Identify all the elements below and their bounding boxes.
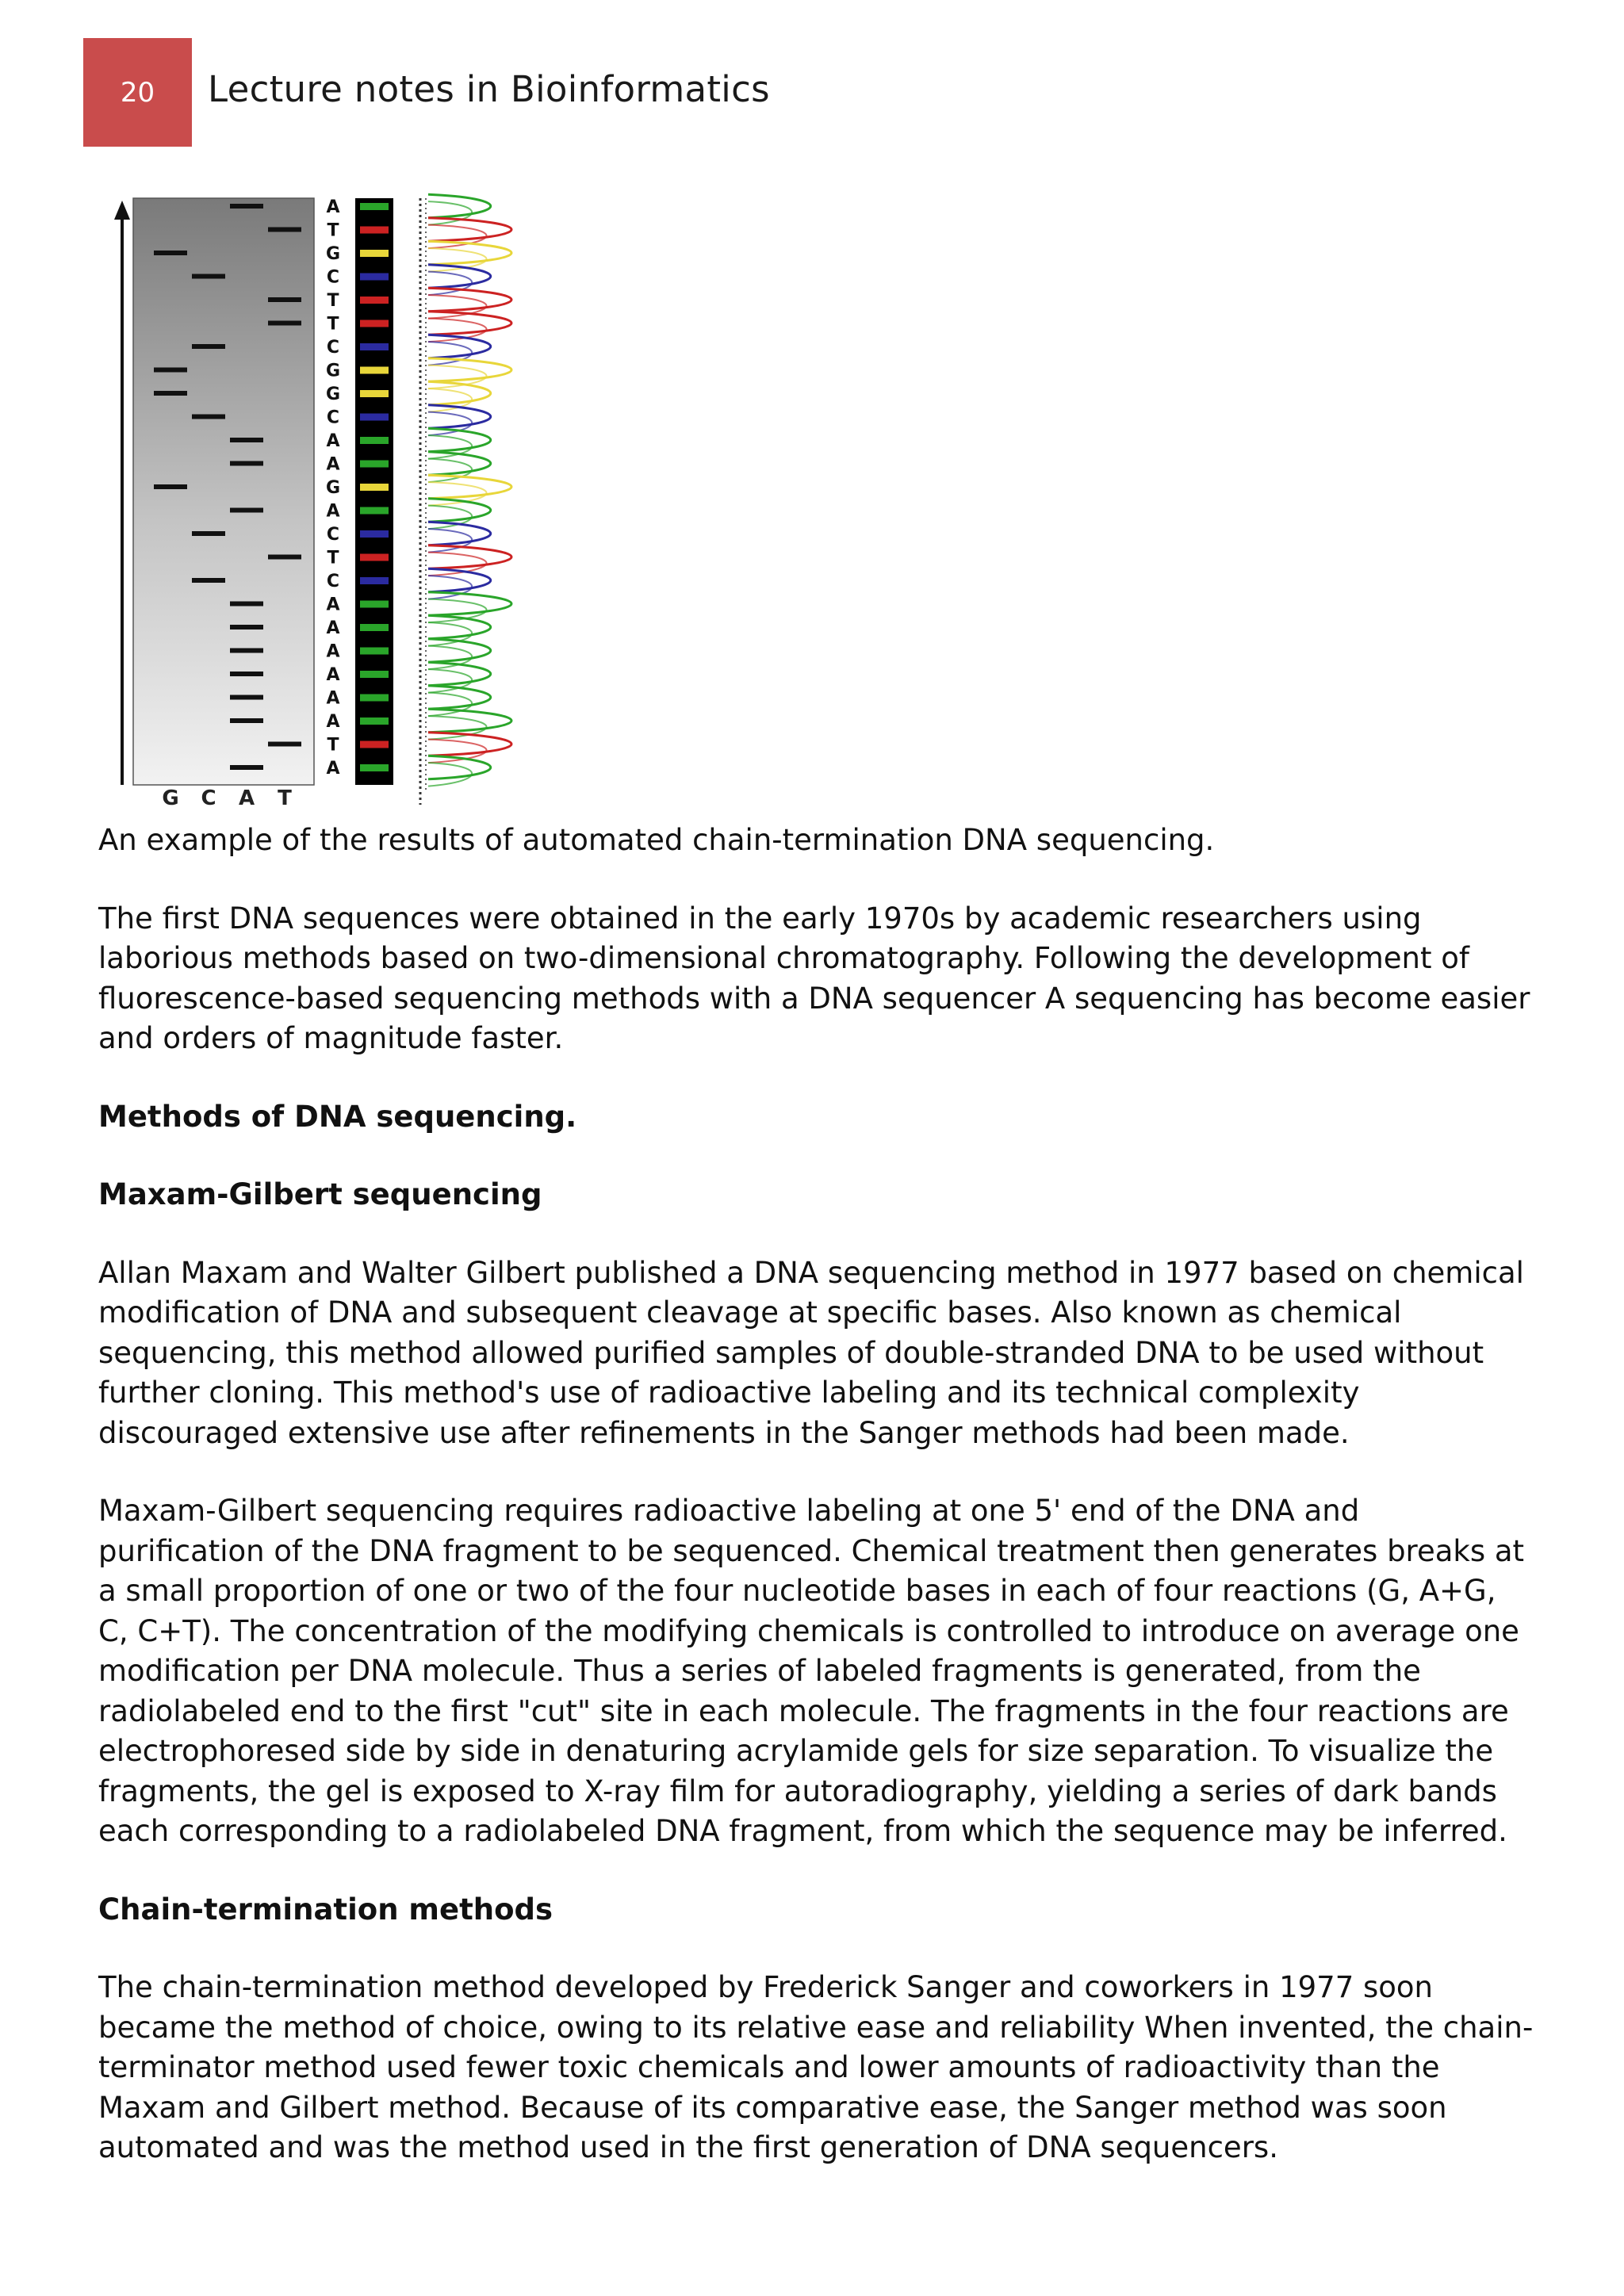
page-number-badge: [83, 38, 192, 147]
figure-caption: An example of the results of automated chain-termination DNA sequencing.: [98, 823, 1215, 857]
migration-arrow-head: [114, 201, 130, 220]
gel-band: [230, 718, 263, 723]
maxam-gilbert-heading: Maxam-Gilbert sequencing: [98, 1177, 542, 1211]
trace-peak: [428, 405, 491, 429]
base-color-bar: [360, 461, 389, 468]
base-letter: C: [326, 572, 340, 591]
trace-peak-shoulder: [428, 529, 472, 553]
chain-termination-heading: Chain-termination methods: [98, 1892, 553, 1927]
gel-band: [268, 555, 301, 560]
base-color-bar: [360, 484, 389, 491]
trace-peak: [428, 592, 511, 616]
trace-peak-shoulder: [428, 599, 487, 623]
base-letter: A: [326, 197, 340, 217]
base-color-bar: [360, 577, 389, 584]
base-color-bar: [360, 718, 389, 725]
base-letter: G: [325, 478, 341, 498]
gel-band: [230, 602, 263, 607]
base-letter: A: [326, 665, 340, 685]
gel-band: [230, 438, 263, 442]
trace-peak-shoulder: [428, 248, 487, 272]
trace-peak-shoulder: [428, 740, 487, 763]
trace-peak-shoulder: [428, 482, 487, 506]
trace-peak-shoulder: [428, 459, 472, 483]
lane-labels: [162, 786, 292, 810]
base-color-bar: [360, 297, 389, 304]
base-letter: A: [326, 595, 340, 615]
gel-band: [230, 204, 263, 209]
trace-peak-shoulder: [428, 576, 472, 599]
base-letters: [326, 197, 340, 779]
gel-band: [154, 484, 187, 489]
trace-peak: [428, 194, 491, 218]
maxam-gilbert-paragraph-1: Allan Maxam and Walter Gilbert published a DNA sequencing method in 1977 based on chemical modification of DNA and subsequent cleavage at specific bases. Also known as chemical sequencing, this method allowed purified samples of double-stranded DNA to be used without further cloning. This method's use of radioactive labeling and its technical complexity discouraged extensive use after refinements in the Sanger methods had been made.: [98, 1255, 1524, 1450]
gel-band: [268, 297, 301, 302]
trace-peak: [428, 662, 491, 686]
base-color-bar: [360, 390, 389, 397]
base-color-bar: [360, 367, 389, 374]
base-letter: G: [325, 361, 341, 381]
trace-peak: [428, 686, 491, 710]
base-letter: A: [326, 431, 340, 451]
base-letter: A: [326, 712, 340, 732]
gel-band: [230, 695, 263, 700]
maxam-gilbert-paragraph-2: Maxam-Gilbert sequencing requires radioactive labeling at one 5' end of the DNA and purification of the DNA fragment to be sequenced. Chemical treatment then generates breaks at a small proportion of one or two of the four nucleotide bases in each of four reactions (G, A+G, C, C+T). The concentration of the modifying chemicals is controlled to introduce on average one modification per DNA molecule. Thus a series of labeled fragments is generated, from the radiolabeled end to the first "cut" site in each molecule. The fragments in the four reactions are electrophoresed side by side in denaturing acrylamide gels for size separation. To visualize the fragments, the gel is exposed to X-ray film for autoradiography, yielding a series of dark bands each corresponding to a radiolabeled DNA fragment, from which the sequence may be inferred.: [98, 1494, 1525, 1848]
trace-peak: [428, 709, 511, 733]
trace-peak: [428, 428, 491, 452]
page-number: 20: [120, 76, 155, 109]
base-letter: T: [327, 314, 339, 335]
gel-background: [133, 198, 314, 785]
sequencing-figure: [95, 186, 555, 813]
intro-paragraph: The first DNA sequences were obtained in the early 1970s by academic researchers using laborious methods based on two-dimensional chromatography. Following the development of fluorescence-based sequencing methods with a DNA sequencer A sequencing has become easier and orders of magnitude faster.: [98, 901, 1530, 1055]
chain-termination-paragraph: The chain-termination method developed by Frederick Sanger and coworkers in 1977 soon became the method of choice, owing to its relative ease and reliability When invented, the chain-terminator method used fewer toxic chemicals and lower amounts of radioactivity than the Maxam and Gilbert method. Because of its comparative ease, the Sanger method was soon automated and was the method used in the first generation of DNA sequencers.: [98, 1970, 1534, 2164]
trace-peak: [428, 312, 511, 335]
base-color-bar: [360, 343, 389, 350]
trace-peak-shoulder: [428, 693, 472, 717]
base-color-bar: [360, 320, 389, 327]
gel-band: [192, 274, 225, 279]
trace-peak: [428, 545, 511, 569]
gel-band: [192, 531, 225, 536]
gel-band: [230, 672, 263, 676]
base-letter: T: [327, 291, 339, 311]
trace-peak-shoulder: [428, 553, 487, 576]
trace-peak: [428, 218, 511, 242]
base-color-bar: [360, 414, 389, 421]
gel-band: [268, 228, 301, 232]
base-letter: A: [326, 688, 340, 709]
base-letter: A: [326, 641, 340, 662]
base-color-bar: [360, 764, 389, 771]
base-color-bar: [360, 695, 389, 702]
lane-label-c: C: [201, 786, 216, 810]
gel-band: [154, 368, 187, 373]
base-color-bar: [360, 741, 389, 748]
lane-label-a: A: [238, 786, 255, 810]
gel-band: [192, 415, 225, 419]
gel-band: [230, 649, 263, 653]
base-letter: C: [326, 338, 340, 358]
base-color-bar: [360, 274, 389, 281]
trace-peak-shoulder: [428, 319, 487, 342]
running-title: Lecture notes in Bioinformatics: [208, 68, 770, 110]
gel-band: [230, 625, 263, 629]
base-color-bar: [360, 437, 389, 444]
lane-label-t: T: [278, 786, 292, 810]
base-color-bar: [360, 250, 389, 257]
base-color-bar: [360, 601, 389, 608]
gel-band: [192, 578, 225, 583]
trace-peak: [428, 288, 511, 312]
trace-peak: [428, 733, 511, 756]
base-color-bar: [360, 554, 389, 561]
gel-band: [230, 508, 263, 513]
base-color-bar: [360, 203, 389, 210]
gel-band: [154, 391, 187, 396]
trace-peak-shoulder: [428, 272, 472, 296]
base-letter: A: [326, 618, 340, 638]
methods-heading: Methods of DNA sequencing.: [98, 1099, 577, 1134]
base-letter: C: [326, 525, 340, 545]
base-letter: C: [326, 408, 340, 428]
gel-band: [154, 251, 187, 255]
base-letter: G: [325, 244, 341, 264]
base-color-bar: [360, 648, 389, 655]
gel-band: [268, 742, 301, 747]
gel-band: [230, 461, 263, 466]
trace-peak-shoulder: [428, 342, 472, 365]
trace-peak-shoulder: [428, 365, 487, 389]
base-letter: A: [326, 759, 340, 779]
trace-peak-shoulder: [428, 201, 472, 225]
trace-peak: [428, 475, 511, 499]
base-color-bar: [360, 530, 389, 538]
base-color-bar: [360, 624, 389, 631]
base-letter: T: [327, 220, 339, 241]
body-text: [98, 821, 1534, 2168]
base-letter: T: [327, 735, 339, 756]
sequencing-gel-and-chromatogram: [95, 186, 555, 813]
trace-peak: [428, 241, 511, 265]
base-color-bar: [360, 227, 389, 234]
trace-peak: [428, 522, 491, 545]
trace-peak: [428, 358, 511, 382]
gel-band: [192, 344, 225, 349]
lane-label-g: G: [162, 786, 179, 810]
base-letter: C: [326, 267, 340, 288]
trace-peak-shoulder: [428, 763, 472, 786]
base-letter: A: [326, 454, 340, 475]
chromatogram-traces: [428, 194, 511, 786]
trace-peak: [428, 639, 491, 663]
trace-peak: [428, 452, 491, 476]
gel-band: [268, 321, 301, 326]
base-color-bar: [360, 507, 389, 515]
base-letter: A: [326, 501, 340, 522]
base-letter: T: [327, 548, 339, 568]
base-letter: G: [325, 385, 341, 404]
gel-band: [230, 765, 263, 770]
base-color-bar: [360, 671, 389, 678]
